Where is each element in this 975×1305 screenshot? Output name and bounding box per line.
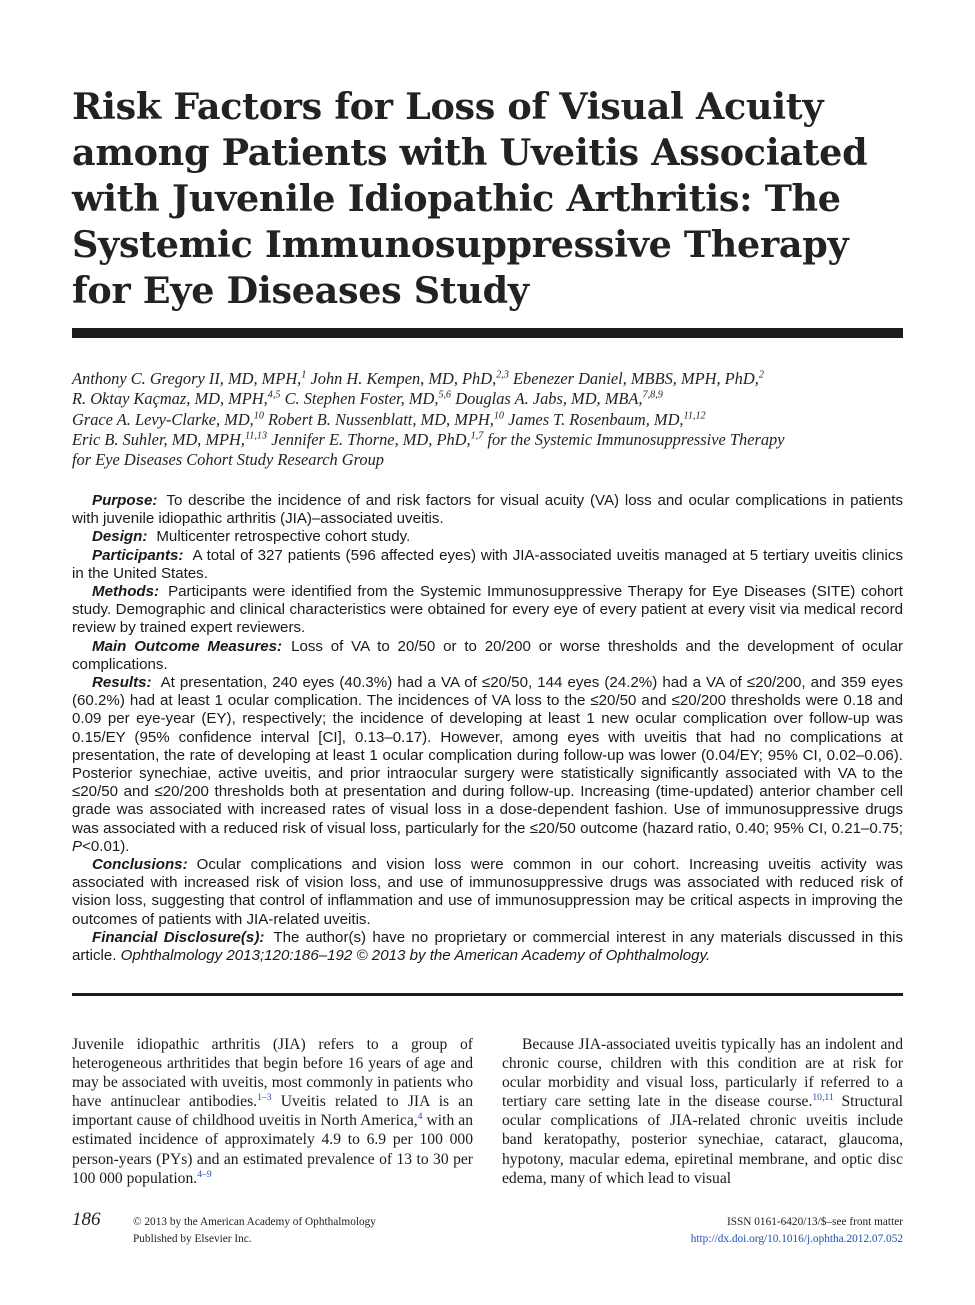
section-text: Ocular complications and vision loss were common in our cohort. Increasing uveitis activity was associated with increased risk of vision loss, and use of immunosuppressive drugs was associated with reduced risk of vision loss, suggesting that control of inflammation and use of immunosuppression may be critical aspects in improving the outcomes of patients with JIA-related uveitis. bbox=[72, 856, 903, 928]
reference-link[interactable]: 4 bbox=[417, 1111, 423, 1123]
section-label: Results: bbox=[92, 674, 152, 692]
author-affiliation: 10 bbox=[253, 410, 264, 422]
p-value: <0.01). bbox=[82, 837, 130, 855]
author-affiliation: 1 bbox=[301, 369, 307, 381]
author-name: Ebenezer Daniel, MBBS, MPH, PhD, bbox=[513, 369, 759, 388]
author-affiliation: 2 bbox=[758, 369, 764, 381]
author-name: Jennifer E. Thorne, MD, PhD, bbox=[271, 429, 471, 449]
p-value-symbol: P bbox=[72, 837, 83, 855]
study-group-name: for Eye Diseases Cohort Study Research Group bbox=[72, 450, 384, 470]
section-text: A total of 327 patients (596 affected eyes) with JIA-associated uveitis managed at 5 tertiary uveitis clinics in the United States. bbox=[72, 546, 903, 582]
author-name: Grace A. Levy-Clarke, MD, bbox=[72, 409, 254, 429]
abstract-disclosure bbox=[72, 929, 903, 965]
author-list bbox=[72, 369, 912, 470]
author-name: R. Oktay Kaçmaz, MD, MPH, bbox=[72, 389, 268, 409]
section-text: At presentation, 240 eyes (40.3%) had a VA of ≤20/50, 144 eyes (24.2%) had a VA of ≤20/200, and 359 eyes (60.2%) had at least 1 ocular complication. The incidences of VA loss to the ≤20/50 and ≤20/200 thresholds were 0.18 and 0.09 per eye-year (EY), respectively; the incidence of developing at least 1 new ocular complication over follow-up was 0.15/EY (95% confidence interval [CI], 0.13–0.17). However, among eyes with uveitis that had no complications at presentation, the rate of developing at least 1 ocular complication during follow-up was lower (0.04/EY; 95% CI, 0.02–0.06). Posterior synechiae, active uveitis, and prior intraocular surgery were statistically significantly associated with VA to the ≤20/50 and ≤20/200 thresholds both at presentation and during follow-up. Increasing (time-updated) anterior chamber cell grade was associated with increased rates of visual loss in a dose-dependent fashion. Use of immunosuppressive drugs was associated with a reduced risk of visual loss, particularly for the ≤20/50 outcome (hazard ratio, 0.40; 95% CI, 0.21–0.75; bbox=[72, 674, 903, 837]
abstract-outcome-measures bbox=[72, 638, 903, 674]
author-affiliation: 1,7 bbox=[470, 430, 484, 442]
author-affiliation: 5,6 bbox=[438, 390, 452, 401]
author-affiliation: 2,3 bbox=[496, 369, 509, 381]
body-paragraph bbox=[502, 1035, 903, 1188]
section-label: Participants: bbox=[92, 546, 184, 564]
section-label: Main Outcome Measures: bbox=[92, 637, 283, 655]
author-name: Eric B. Suhler, MD, MPH, bbox=[72, 429, 245, 449]
reference-link[interactable]: 10,11 bbox=[812, 1092, 834, 1104]
journal-citation: Ophthalmology 2013;120:186–192 © 2013 by the American Academy of Ophthalmology. bbox=[120, 947, 711, 965]
body-text: Structural ocular complications of JIA-related chronic uveitis include band keratopathy, posterior synechiae, cataract, glaucoma, hypotony, macular edema, epiretinal membrane, and optic disc edema, many of which lead to visual bbox=[502, 1093, 903, 1187]
section-text: Loss of VA to 20/50 or to 20/200 or worse thresholds and the development of ocular complications. bbox=[72, 637, 903, 673]
author-name: Douglas A. Jabs, MD, MBA, bbox=[455, 389, 643, 409]
body-column-right bbox=[502, 1035, 903, 1188]
author-affiliation: 4,5 bbox=[267, 390, 281, 401]
abstract-methods bbox=[72, 583, 903, 638]
author-line bbox=[72, 389, 912, 409]
author-affiliation: 10 bbox=[493, 410, 504, 422]
copyright-line: © 2013 by the American Academy of Ophthalmology bbox=[133, 1216, 376, 1228]
section-text: The author(s) have no proprietary or commercial interest in any materials discussed in this article. bbox=[72, 928, 903, 965]
article-title: Risk Factors for Loss of Visual Acuity among Patients with Uveitis Associated with Juvenile Idiopathic Arthritis: The Systemic Immunosuppressive Therapy for Eye Diseases Study bbox=[72, 85, 868, 312]
page-number: 186 bbox=[72, 1209, 101, 1230]
section-label: Design: bbox=[92, 528, 148, 546]
abstract bbox=[72, 492, 903, 965]
section-text: Participants were identified from the Systemic Immunosuppressive Therapy for Eye Diseases (SITE) cohort study. Demographic and clinical characteristics were obtained for every eye of every patient at every visit via medical record review by trained expert reviewers. bbox=[72, 583, 903, 637]
author-affiliation: 11,13 bbox=[244, 430, 268, 442]
author-line bbox=[72, 430, 912, 450]
section-label: Financial Disclosure(s): bbox=[92, 928, 265, 946]
author-name: C. Stephen Foster, MD, bbox=[284, 389, 439, 409]
title-rule bbox=[72, 328, 903, 338]
section-label: Methods: bbox=[92, 583, 160, 601]
publisher-line: Published by Elsevier Inc. bbox=[133, 1233, 252, 1245]
doi-link[interactable]: http://dx.doi.org/10.1016/j.ophtha.2012.07.052 bbox=[690, 1233, 903, 1245]
author-line bbox=[72, 369, 912, 389]
author-affiliation: 7,8,9 bbox=[642, 390, 663, 401]
body-text: Uveitis related to JIA is an important cause of childhood uveitis in North America, bbox=[72, 1093, 473, 1130]
reference-link[interactable]: 1–3 bbox=[257, 1092, 272, 1104]
body-text: with an estimated incidence of approximately 4.9 to 6.9 per 100 000 person-years (PYs) and an estimated prevalence of 13 to 30 per 100 000 population. bbox=[72, 1112, 473, 1187]
author-line bbox=[72, 410, 912, 430]
abstract-design bbox=[72, 528, 903, 546]
section-text: To describe the incidence of and risk factors for visual acuity (VA) loss and ocular complications in patients with juvenile idiopathic arthritis (JIA)–associated uveitis. bbox=[72, 492, 903, 528]
author-line bbox=[72, 450, 912, 470]
section-text: Multicenter retrospective cohort study. bbox=[156, 528, 411, 546]
section-label: Conclusions: bbox=[92, 856, 188, 874]
abstract-conclusions bbox=[72, 856, 903, 929]
author-name: Robert B. Nussenblatt, MD, MPH, bbox=[268, 409, 494, 429]
abstract-participants bbox=[72, 547, 903, 583]
footer-copyright bbox=[133, 1214, 376, 1248]
footer-identifiers bbox=[691, 1214, 903, 1248]
reference-link[interactable]: 4–9 bbox=[197, 1168, 212, 1180]
abstract-purpose bbox=[72, 492, 903, 528]
body-text: Because JIA-associated uveitis typically has an indolent and chronic course, children with this condition are at risk for ocular morbidity and visual loss, particularly if referred to a tertiary care setting late in the disease course. bbox=[502, 1036, 903, 1111]
abstract-results bbox=[72, 674, 903, 856]
study-group-name: for the Systemic Immunosuppressive Therapy bbox=[487, 429, 785, 449]
section-label: Purpose: bbox=[92, 492, 158, 509]
author-name: John H. Kempen, MD, PhD, bbox=[310, 369, 497, 388]
author-affiliation: 11,12 bbox=[683, 410, 706, 422]
body-text: Juvenile idiopathic arthritis (JIA) refers to a group of heterogeneous arthritides that begin before 16 years of age and may be associated with uveitis, most commonly in patients who have antinuclear antibodies. bbox=[72, 1036, 473, 1111]
body-column-left bbox=[72, 1035, 473, 1188]
author-name: Anthony C. Gregory II, MD, MPH, bbox=[72, 369, 302, 388]
author-name: James T. Rosenbaum, MD, bbox=[508, 409, 684, 429]
issn-line: ISSN 0161-6420/13/$–see front matter bbox=[726, 1216, 903, 1228]
abstract-rule bbox=[72, 993, 903, 996]
body-paragraph bbox=[72, 1035, 473, 1188]
